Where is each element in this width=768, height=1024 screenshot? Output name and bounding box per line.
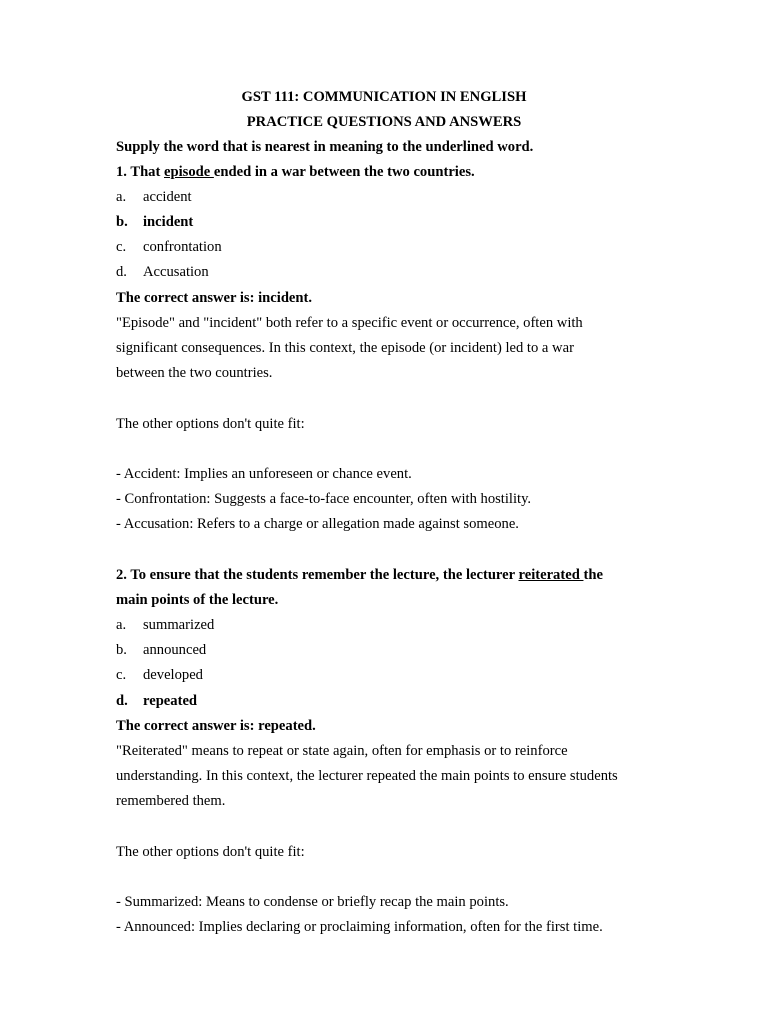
question-2-option-b [116, 641, 206, 659]
question-2 [116, 566, 603, 584]
question-2-continued: main points of the lecture. [116, 592, 279, 608]
question-2-underlined-word: reiterated [518, 567, 584, 583]
question-1-answer: The correct answer is: incident. [116, 290, 313, 306]
question-2-option-c [116, 666, 203, 684]
question-2-option-d [116, 692, 197, 710]
document-title: GST 111: COMMUNICATION IN ENGLISH [241, 89, 527, 105]
option-text: accident [143, 189, 192, 205]
option-letter: c. [116, 239, 127, 255]
option-text: confrontation [143, 239, 222, 255]
option-text: Accusation [143, 264, 209, 280]
question-2-explanation-line: remembered them. [116, 793, 226, 809]
option-letter: b. [116, 214, 128, 230]
question-1-other-option: - Accident: Implies an unforeseen or chance event. [116, 466, 412, 482]
option-text: announced [143, 642, 207, 658]
option-letter: d. [116, 693, 128, 709]
question-2-suffix: the [583, 567, 603, 583]
question-1-prefix: 1. That [116, 164, 164, 180]
question-1-others-intro: The other options don't quite fit: [116, 416, 305, 432]
option-letter: a. [116, 617, 127, 633]
option-letter: b. [116, 642, 127, 658]
question-1-other-option: - Confrontation: Suggests a face-to-face encounter, often with hostility. [116, 491, 532, 507]
question-1-suffix: ended in a war between the two countries. [213, 164, 475, 180]
question-2-explanation-line: "Reiterated" means to repeat or state again, often for emphasis or to reinforce [116, 743, 568, 759]
question-2-others-intro: The other options don't quite fit: [116, 844, 305, 860]
question-1-option-d [116, 263, 209, 281]
option-text: repeated [143, 693, 198, 709]
document-subtitle: PRACTICE QUESTIONS AND ANSWERS [246, 114, 522, 130]
question-1-other-option: - Accusation: Refers to a charge or allegation made against someone. [116, 516, 519, 532]
question-1 [116, 163, 475, 181]
question-1-option-c [116, 238, 222, 256]
option-letter: d. [116, 264, 127, 280]
option-text: incident [143, 214, 194, 230]
question-1-option-a [116, 188, 192, 206]
question-1-underlined-word: episode [164, 164, 214, 180]
question-2-other-option: - Announced: Implies declaring or proclaiming information, often for the first time. [116, 919, 603, 935]
option-text: developed [143, 667, 203, 683]
instruction-text: Supply the word that is nearest in meaning to the underlined word. [116, 139, 534, 155]
question-2-option-a [116, 616, 214, 634]
question-1-option-b [116, 213, 193, 231]
option-letter: c. [116, 667, 127, 683]
question-1-explanation-line: between the two countries. [116, 365, 273, 381]
question-2-other-option: - Summarized: Means to condense or briefly recap the main points. [116, 894, 509, 910]
question-2-prefix: 2. To ensure that the students remember the lecture, the lecturer [116, 567, 519, 583]
question-2-explanation-line: understanding. In this context, the lecturer repeated the main points to ensure students [116, 768, 618, 784]
question-1-explanation-line: significant consequences. In this context, the episode (or incident) led to a war [116, 340, 574, 356]
question-2-answer: The correct answer is: repeated. [116, 718, 316, 734]
question-1-explanation-line: "Episode" and "incident" both refer to a specific event or occurrence, often with [116, 315, 583, 331]
option-letter: a. [116, 189, 127, 205]
option-text: summarized [143, 617, 215, 633]
